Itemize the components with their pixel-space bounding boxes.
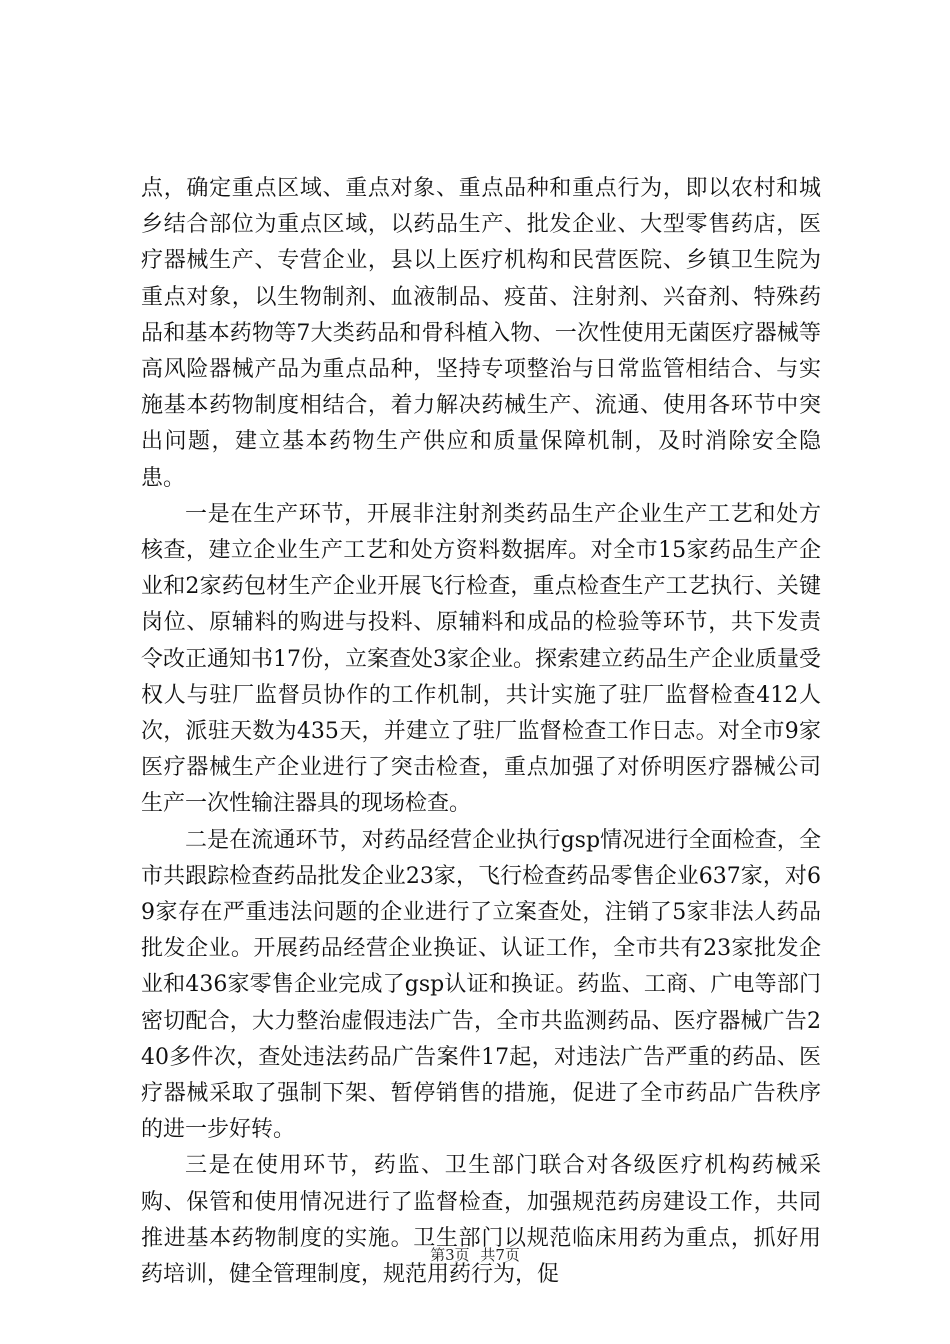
- document-body: [141, 171, 821, 1293]
- paragraph-continuation: 点，确定重点区域、重点对象、重点品种和重点行为，即以农村和城乡结合部位为重点区域，以药品生产、批发企业、大型零售药店，医疗器械生产、专营企业，县以上医疗机构和民营医院、乡镇卫生院为重点对象，以生物制剂、血液制品、疫苗、注射剂、兴奋剂、特殊药品和基本药物等7大类药品和骨科植入物、一次性使用无菌医疗器械等高风险器械产品为重点品种，坚持专项整治与日常监管相结合、与实施基本药物制度相结合，着力解决药械生产、流通、使用各环节中突出问题，建立基本药物生产供应和质量保障机制，及时消除安全隐患。: [141, 176, 821, 491]
- paragraph-circulation: 二是在流通环节，对药品经营企业执行gsp情况进行全面检查，全市共跟踪检查药品批发企业23家，飞行检查药品零售企业637家，对69家存在严重违法问题的企业进行了立案查处，注销了5家非法人药品批发企业。开展药品经营企业换证、认证工作，全市共有23家批发企业和436家零售企业完成了gsp认证和换证。药监、工商、广电等部门密切配合，大力整治虚假违法广告，全市共监测药品、医疗器械广告240多件次，查处违法药品广告案件17起，对违法广告严重的药品、医疗器械采取了强制下架、暂停销售的措施，促进了全市药品广告秩序的进一步好转。: [141, 827, 821, 1143]
- page-number: 第3页: [430, 1246, 470, 1264]
- page-footer: [0, 1244, 950, 1265]
- page-total: 共7页: [480, 1246, 520, 1264]
- paragraph-production: 一是在生产环节，开展非注射剂类药品生产企业生产工艺和处方核查，建立企业生产工艺和处方资料数据库。对全市15家药品生产企业和2家药包材生产企业开展飞行检查，重点检查生产工艺执行、关键岗位、原辅料的购进与投料、原辅料和成品的检验等环节，共下发责令改正通知书17份，立案查处3家企业。探索建立药品生产企业质量受权人与驻厂监督员协作的工作机制，共计实施了驻厂监督检查412人次，派驻天数为435天，并建立了驻厂监督检查工作日志。对全市9家医疗器械生产企业进行了突击检查，重点加强了对侨明医疗器械公司生产一次性输注器具的现场检查。: [141, 501, 821, 817]
- paragraph-usage: 三是在使用环节，药监、卫生部门联合对各级医疗机构药械采购、保管和使用情况进行了监督检查，加强规范药房建设工作，共同推进基本药物制度的实施。卫生部门以规范临床用药为重点，抓好用药培训，健全管理制度，规范用药行为，促: [141, 1153, 821, 1288]
